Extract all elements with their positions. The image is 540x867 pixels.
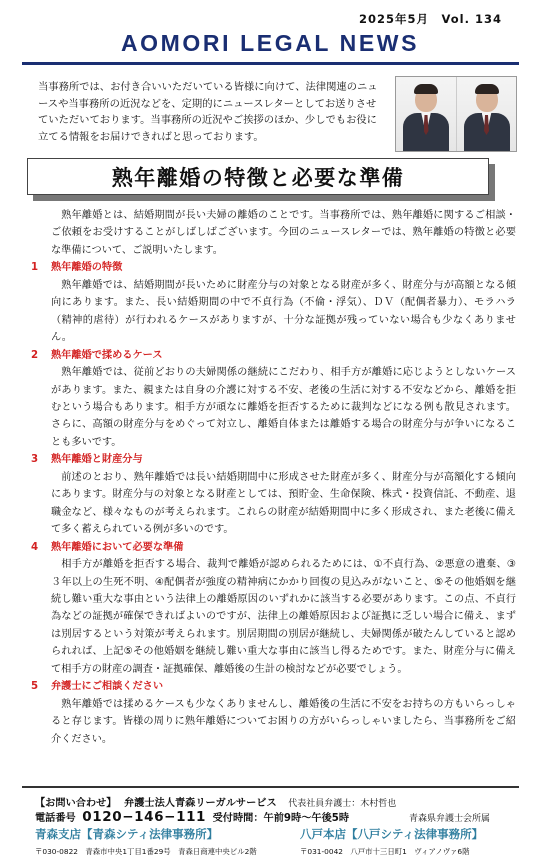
address-aomori: 〒030-0822 青森市中央1丁目1番29号 青森日商連中央ビル2階 (35, 847, 257, 856)
section-heading: 3 熟年離婚と財産分与 (31, 454, 143, 466)
office-hours: 受付時間：午前9時～午後5時 (212, 813, 350, 824)
section-heading: 5 弁護士にご相談ください (31, 681, 164, 693)
contact-line (35, 794, 505, 809)
phone-number[interactable]: 0120−146−111 (82, 809, 207, 825)
section-text: 相手方が離婚を拒否する場合、裁判で離婚が認められるためには、①不貞行為、②悪意の遺棄、③３年以上の生死不明、④配偶者が強度の精神病にかかり回復の見込みがないこと、⑤その他婚姻を継続し難い重大な事由という法律上の離婚原因のいずれかに該当する必要があります。この点、不貞行為などの証拠が確保できればよいのですが、法律上の離婚原因および証拠に乏しい場合に備え、まずは別居するという対策が考えられます。別居期間の別居が継続し、夫婦関係が破たんしていると認められれば、上記⑤その他婚姻を継続し難い重大な事由に該当し得るためです。また、財産分与に備えて相手方の財産の調査・証拠確保、離婚後の生計の検討などが必要でしょう。 (51, 559, 516, 675)
representative: 代表社員弁護士：木村哲也 (288, 799, 397, 809)
address-hachinohe: 〒031-0042 八戸市十三日町1 ヴィアノヴァ6階 (300, 847, 470, 856)
article-body (31, 207, 516, 748)
section-text: 前述のとおり、熟年離婚では長い結婚期間中に形成させた財産が多く、財産分与が高額化する傾向にあります。財産分与の対象となる財産としては、預貯金、生命保険、株式・投資信託、不動産、退職金など、様々なものが考えられます。これらの財産が結婚期間中に多く形成され、また老後に備えて多く蓄えられている例が多いのです。 (51, 471, 516, 536)
newsletter-title: AOMORI LEGAL NEWS (120, 30, 420, 56)
bar-association: 青森県弁護士会所属 (408, 814, 490, 824)
section-text: 熟年離婚では、従前どおりの夫婦関係の継続にこだわり、相手方が離婚に応じようとしないケースがあります。また、親または自身の介護に対する不安、老後の生活に対する不安などから、離婚を拒むという場合もあります。相手方が頑なに離婚を拒否するために裁判などになる例も散見されます。さらに、高額の財産分与をめぐって対立し、離婚自体または離婚する場合の財産分与が争いになることも多いです。 (51, 367, 516, 448)
firm-name: 弁護士法人青森リーガルサービス (124, 798, 277, 809)
lawyer-photo-2 (456, 77, 517, 151)
branch-hachinohe: 八戸本店【八戸シティ法律事務所】 (300, 827, 484, 841)
branch-aomori: 青森支店【青森シティ法律事務所】 (35, 827, 219, 841)
article-title: 熟年離婚の特徴と必要な準備 (111, 165, 405, 190)
inquiry-label: 【お問い合わせ】 (35, 798, 117, 809)
article-title-box (27, 158, 489, 195)
intro-paragraph: 当事務所では、お付き合いいただいている皆様に向けて、法律関連のニュースや当事務所の近況などを、定期的にニュースレターとしてお送りさせていただいております。当事務所の近況やご挨拶のほか、少しでもお役に立てる情報をお届けできればと思っております。 (38, 81, 378, 143)
issue-info: 2025年5月 Vol. 134 (359, 12, 502, 26)
section-text: 熟年離婚では揉めるケースも少なくありませんし、離婚後の生活に不安をお持ちの方もいらっしゃると存じます。皆様の周りに熟年離婚についてお困りの方がいらっしゃいましたら、当事務所をご紹介ください。 (51, 698, 516, 745)
footer-rule (22, 786, 519, 788)
lawyer-photos (395, 76, 517, 152)
phone-line (35, 809, 349, 825)
section-heading: 1 熟年離婚の特徴 (31, 262, 123, 274)
article-lead: 熟年離婚とは、結婚期間が長い夫婦の離婚のことです。当事務所では、熟年離婚に関するご相談・ご依頼をお受けすることがしばしばございます。今回のニュースレターでは、熟年離婚の特徴と必要な準備について、ご説明いたします。 (51, 210, 516, 256)
header-rule (22, 62, 519, 65)
section-heading: 2 熟年離婚で揉めるケース (31, 349, 163, 361)
section-heading: 4 熟年離婚において必要な準備 (31, 541, 184, 553)
section-text: 熟年離婚では、結婚期間が長いために財産分与の対象となる財産が多く、財産分与が高額となる傾向にあります。また、長い結婚期間の中で不貞行為（不倫・浮気）、ＤＶ（配偶者暴力）、モラハラ（精神的虐待）が行われるケースがありますが、十分な証拠が残っていない場合も少なくありません。 (51, 279, 516, 344)
lawyer-photo-1 (396, 77, 456, 151)
phone-label: 電話番号 (35, 813, 76, 824)
